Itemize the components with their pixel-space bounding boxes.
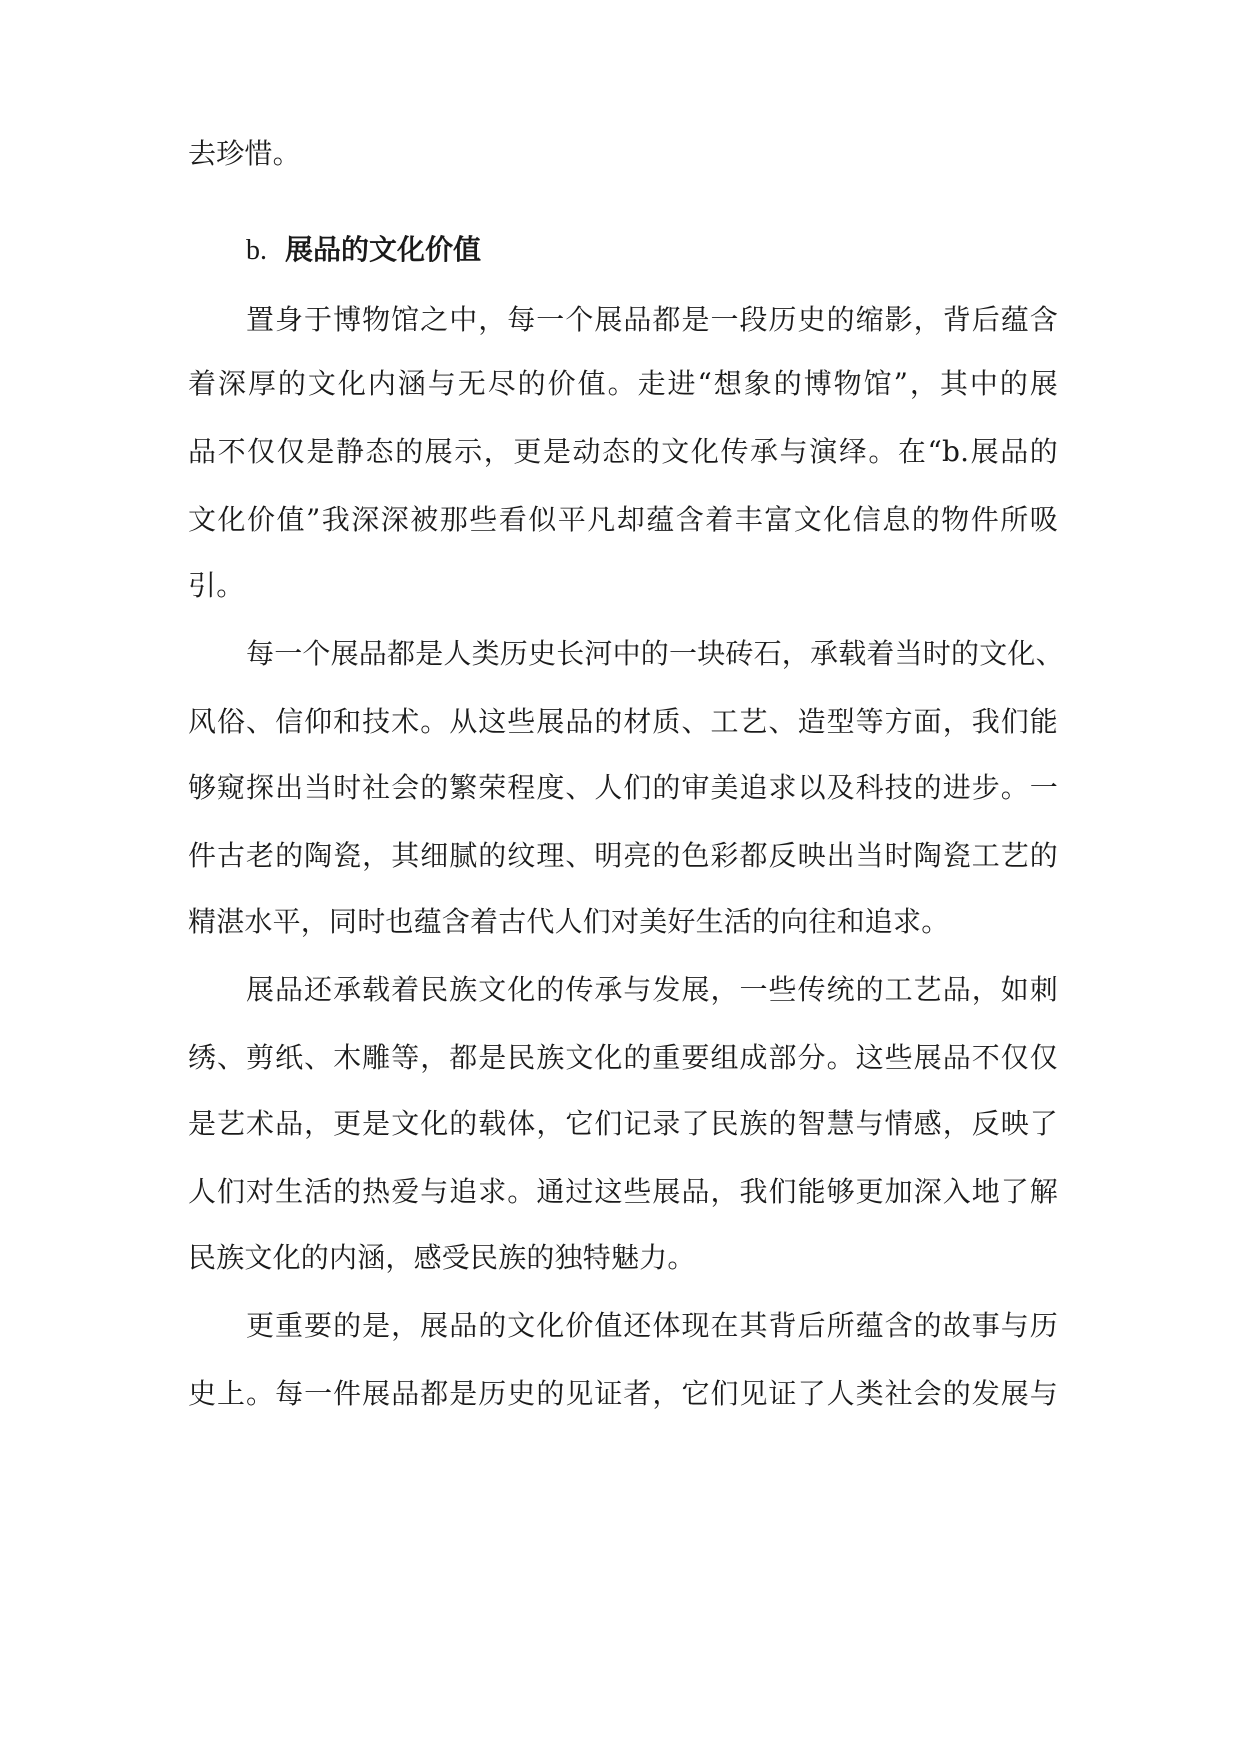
paragraph-1-line-2: 着深厚的文化内涵与无尽的价值。走进“想象的博物馆”，其中的展 [188,367,1058,400]
section-title: 展品的文化价值 [285,233,482,266]
paragraph-1-line-4: 文化价值”我深深被那些看似平凡却蕴含着丰富文化信息的物件所吸 [188,503,1058,536]
top-fragment: 去珍惜。 [188,137,301,170]
paragraph-1-line-5: 引。 [188,569,245,602]
paragraph-2-line-5: 精湛水平，同时也蕴含着古代人们对美好生活的向往和追求。 [188,905,950,938]
paragraph-2-line-1: 每一个展品都是人类历史长河中的一块砖石，承载着当时的文化、 [246,637,1064,670]
paragraph-2-line-2: 风俗、信仰和技术。从这些展品的材质、工艺、造型等方面，我们能 [188,705,1058,738]
paragraph-3-line-1: 展品还承载着民族文化的传承与发展，一些传统的工艺品，如刺 [246,973,1058,1006]
paragraph-2-line-4: 件古老的陶瓷，其细腻的纹理、明亮的色彩都反映出当时陶瓷工艺的 [188,839,1058,872]
section-number: b. [246,235,267,266]
paragraph-3-line-2: 绣、剪纸、木雕等，都是民族文化的重要组成部分。这些展品不仅仅 [188,1041,1058,1074]
paragraph-1-line-1: 置身于博物馆之中，每一个展品都是一段历史的缩影，背后蕴含 [246,303,1058,336]
paragraph-3-line-3: 是艺术品，更是文化的载体，它们记录了民族的智慧与情感，反映了 [188,1107,1058,1140]
section-heading [246,230,481,271]
paragraph-3-line-5: 民族文化的内涵，感受民族的独特魅力。 [188,1241,696,1274]
paragraph-4-line-1: 更重要的是，展品的文化价值还体现在其背后所蕴含的故事与历 [246,1309,1058,1342]
paragraph-2-line-3: 够窥探出当时社会的繁荣程度、人们的审美追求以及科技的进步。一 [188,771,1058,804]
paragraph-1-line-3: 品不仅仅是静态的展示，更是动态的文化传承与演绎。在“b.展品的 [188,435,1058,468]
paragraph-4-line-2: 史上。每一件展品都是历史的见证者，它们见证了人类社会的发展与 [188,1377,1058,1410]
paragraph-3-line-4: 人们对生活的热爱与追求。通过这些展品，我们能够更加深入地了解 [188,1175,1058,1208]
